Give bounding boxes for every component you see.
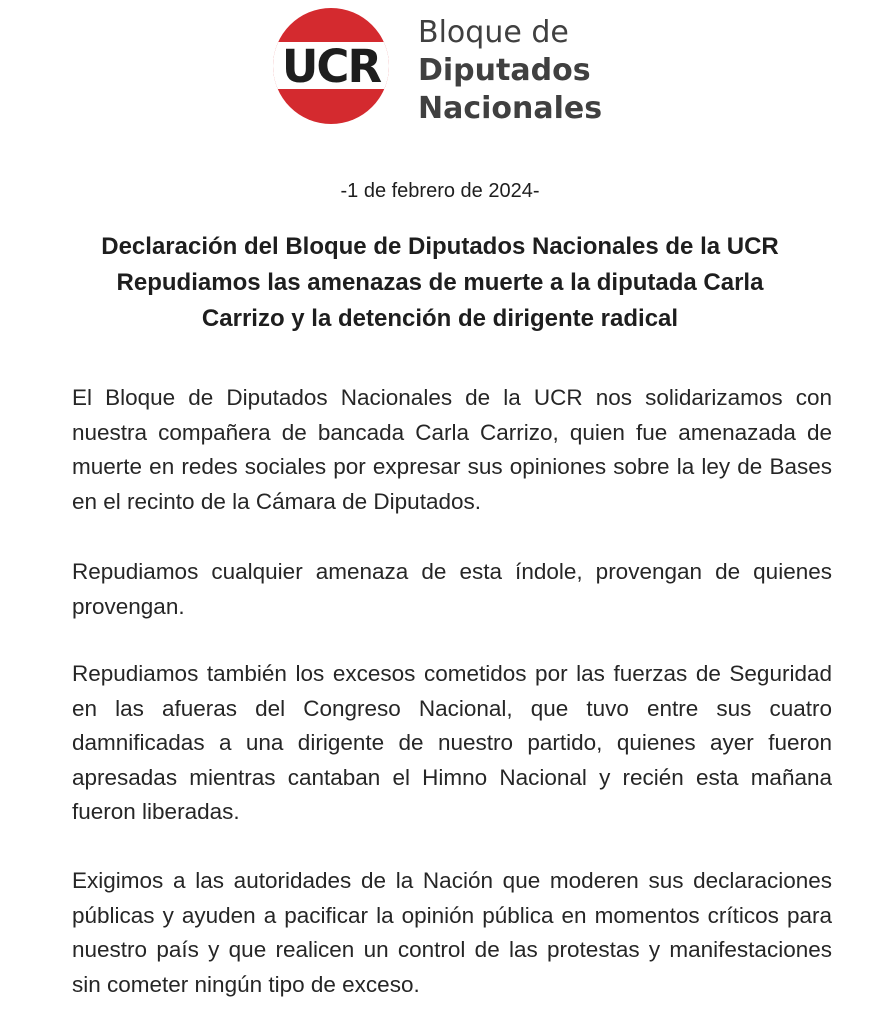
logo-line-diputados: Diputados (418, 53, 591, 88)
document-date: -1 de febrero de 2024- (340, 180, 540, 202)
paragraph-exigencia: Exigimos a las autoridades de la Nación que moderen sus declaraciones públicas y ayuden a pacificar la opinión pública en momentos críticos para nuestro país y que realicen un control de las protestas y manifestaciones sin cometer ningún tipo de exceso. (72, 868, 832, 997)
paragraph-repudio-excesos: Repudiamos también los excesos cometidos por las fuerzas de Seguridad en las afueras del Congreso Nacional, que tuvo entre sus cuatro damnificadas a una dirigente de nuestro partido, quienes ayer fueron apresadas mientras cantaban el Himno Nacional y recién esta mañana fueron liberadas. (72, 661, 832, 824)
logo-line-bloque: Bloque de (418, 15, 569, 50)
document-title (60, 229, 820, 337)
paragraph-solidaridad: El Bloque de Diputados Nacionales de la UCR nos solidarizamos con nuestra compañera de bancada Carla Carrizo, quien fue amenazada de muerte en redes sociales por expresar sus opiniones sobre la ley de Bases en el recinto de la Cámara de Diputados. (72, 385, 832, 514)
ucr-logo (270, 2, 610, 132)
title-line-3: Carrizo y la detención de dirigente radical (201, 305, 679, 332)
title-line-1: Declaración del Bloque de Diputados Nacionales de la UCR (101, 233, 779, 260)
title-line-2: Repudiamos las amenazas de muerte a la diputada Carla (116, 269, 764, 296)
logo-wordmark (418, 14, 602, 128)
ucr-emblem-logo (270, 2, 392, 130)
emblem-text: UCR (281, 40, 381, 93)
paragraph-repudio-amenaza: Repudiamos cualquier amenaza de esta índole, provengan de quienes provengan. (72, 559, 832, 619)
logo-line-nacionales: Nacionales (418, 91, 603, 126)
